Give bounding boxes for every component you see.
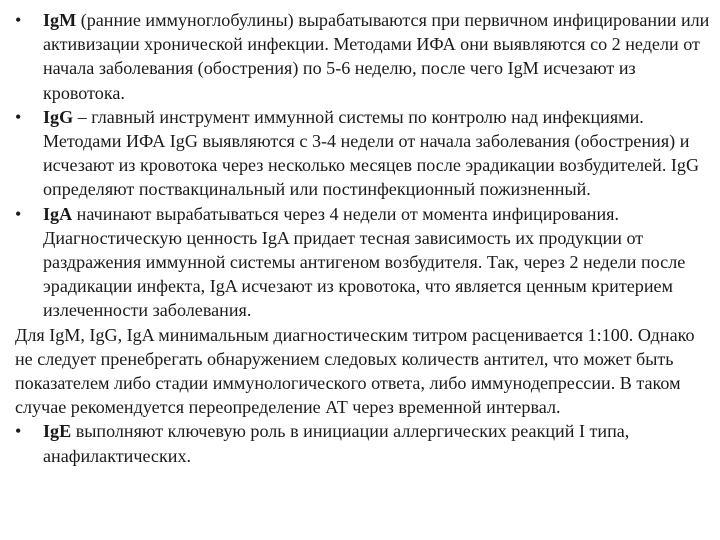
bullet-iga-text: начинают вырабатываться через 4 недели от момента инфицирования. Диагностическую ценность IgA придает тесная зависимость их продукции от раздражения иммунной системы антигеном возбудителя. Так, через 2 недели после эрадикации инфекта, IgA исчезают из кровотока, что является ценным критерием излеченности заболевания. <box>43 203 686 321</box>
bullet-mark: • <box>15 421 22 442</box>
bullet-mark: • <box>15 106 22 127</box>
titer-paragraph: Для IgM, IgG, IgA минимальным диагностическим титром расценивается 1:100. Однако не следует пренебрегать обнаружением следовых количеств антител, что может быть показателем либо стадии иммунологического ответа, либо иммунодепрессии. В таком случае рекомендуется переопределение АТ через временной интервал. <box>15 324 695 418</box>
bullet-igg-text: – главный инструмент иммунной системы по контролю над инфекциями. Методами ИФА IgG выявляются с 3-4 недели от начала заболевания (обострения) и исчезают из кровотока через несколько месяцев после эрадикации возбудителей. IgG определяют поствакцинальный или постинфекционный пожизненный. <box>43 106 700 200</box>
bullet-ige <box>15 419 715 467</box>
bullet-mark: • <box>15 203 22 224</box>
bullet-iga <box>15 202 715 323</box>
term-igm: IgM <box>43 10 77 30</box>
bullet-igg <box>15 105 715 202</box>
term-igg: IgG <box>43 106 74 127</box>
bullet-ige-text: выполняют ключевую роль в инициации аллергических реакций I типа, анафилактических. <box>43 421 630 466</box>
slide-text-body <box>15 8 715 468</box>
bullet-mark: • <box>15 10 22 30</box>
term-iga: IgA <box>43 203 73 224</box>
bullet-igm-text: (ранние иммуноглобулины) вырабатываются при первичном инфицировании или активизации хронической инфекции. Методами ИФА они выявляются со 2 недели от начала заболевания (обострения) по 5-6 неделю, после чего IgM исчезают из кровотока. <box>43 10 710 103</box>
bullet-igm <box>15 8 715 105</box>
term-ige: IgE <box>43 421 72 442</box>
